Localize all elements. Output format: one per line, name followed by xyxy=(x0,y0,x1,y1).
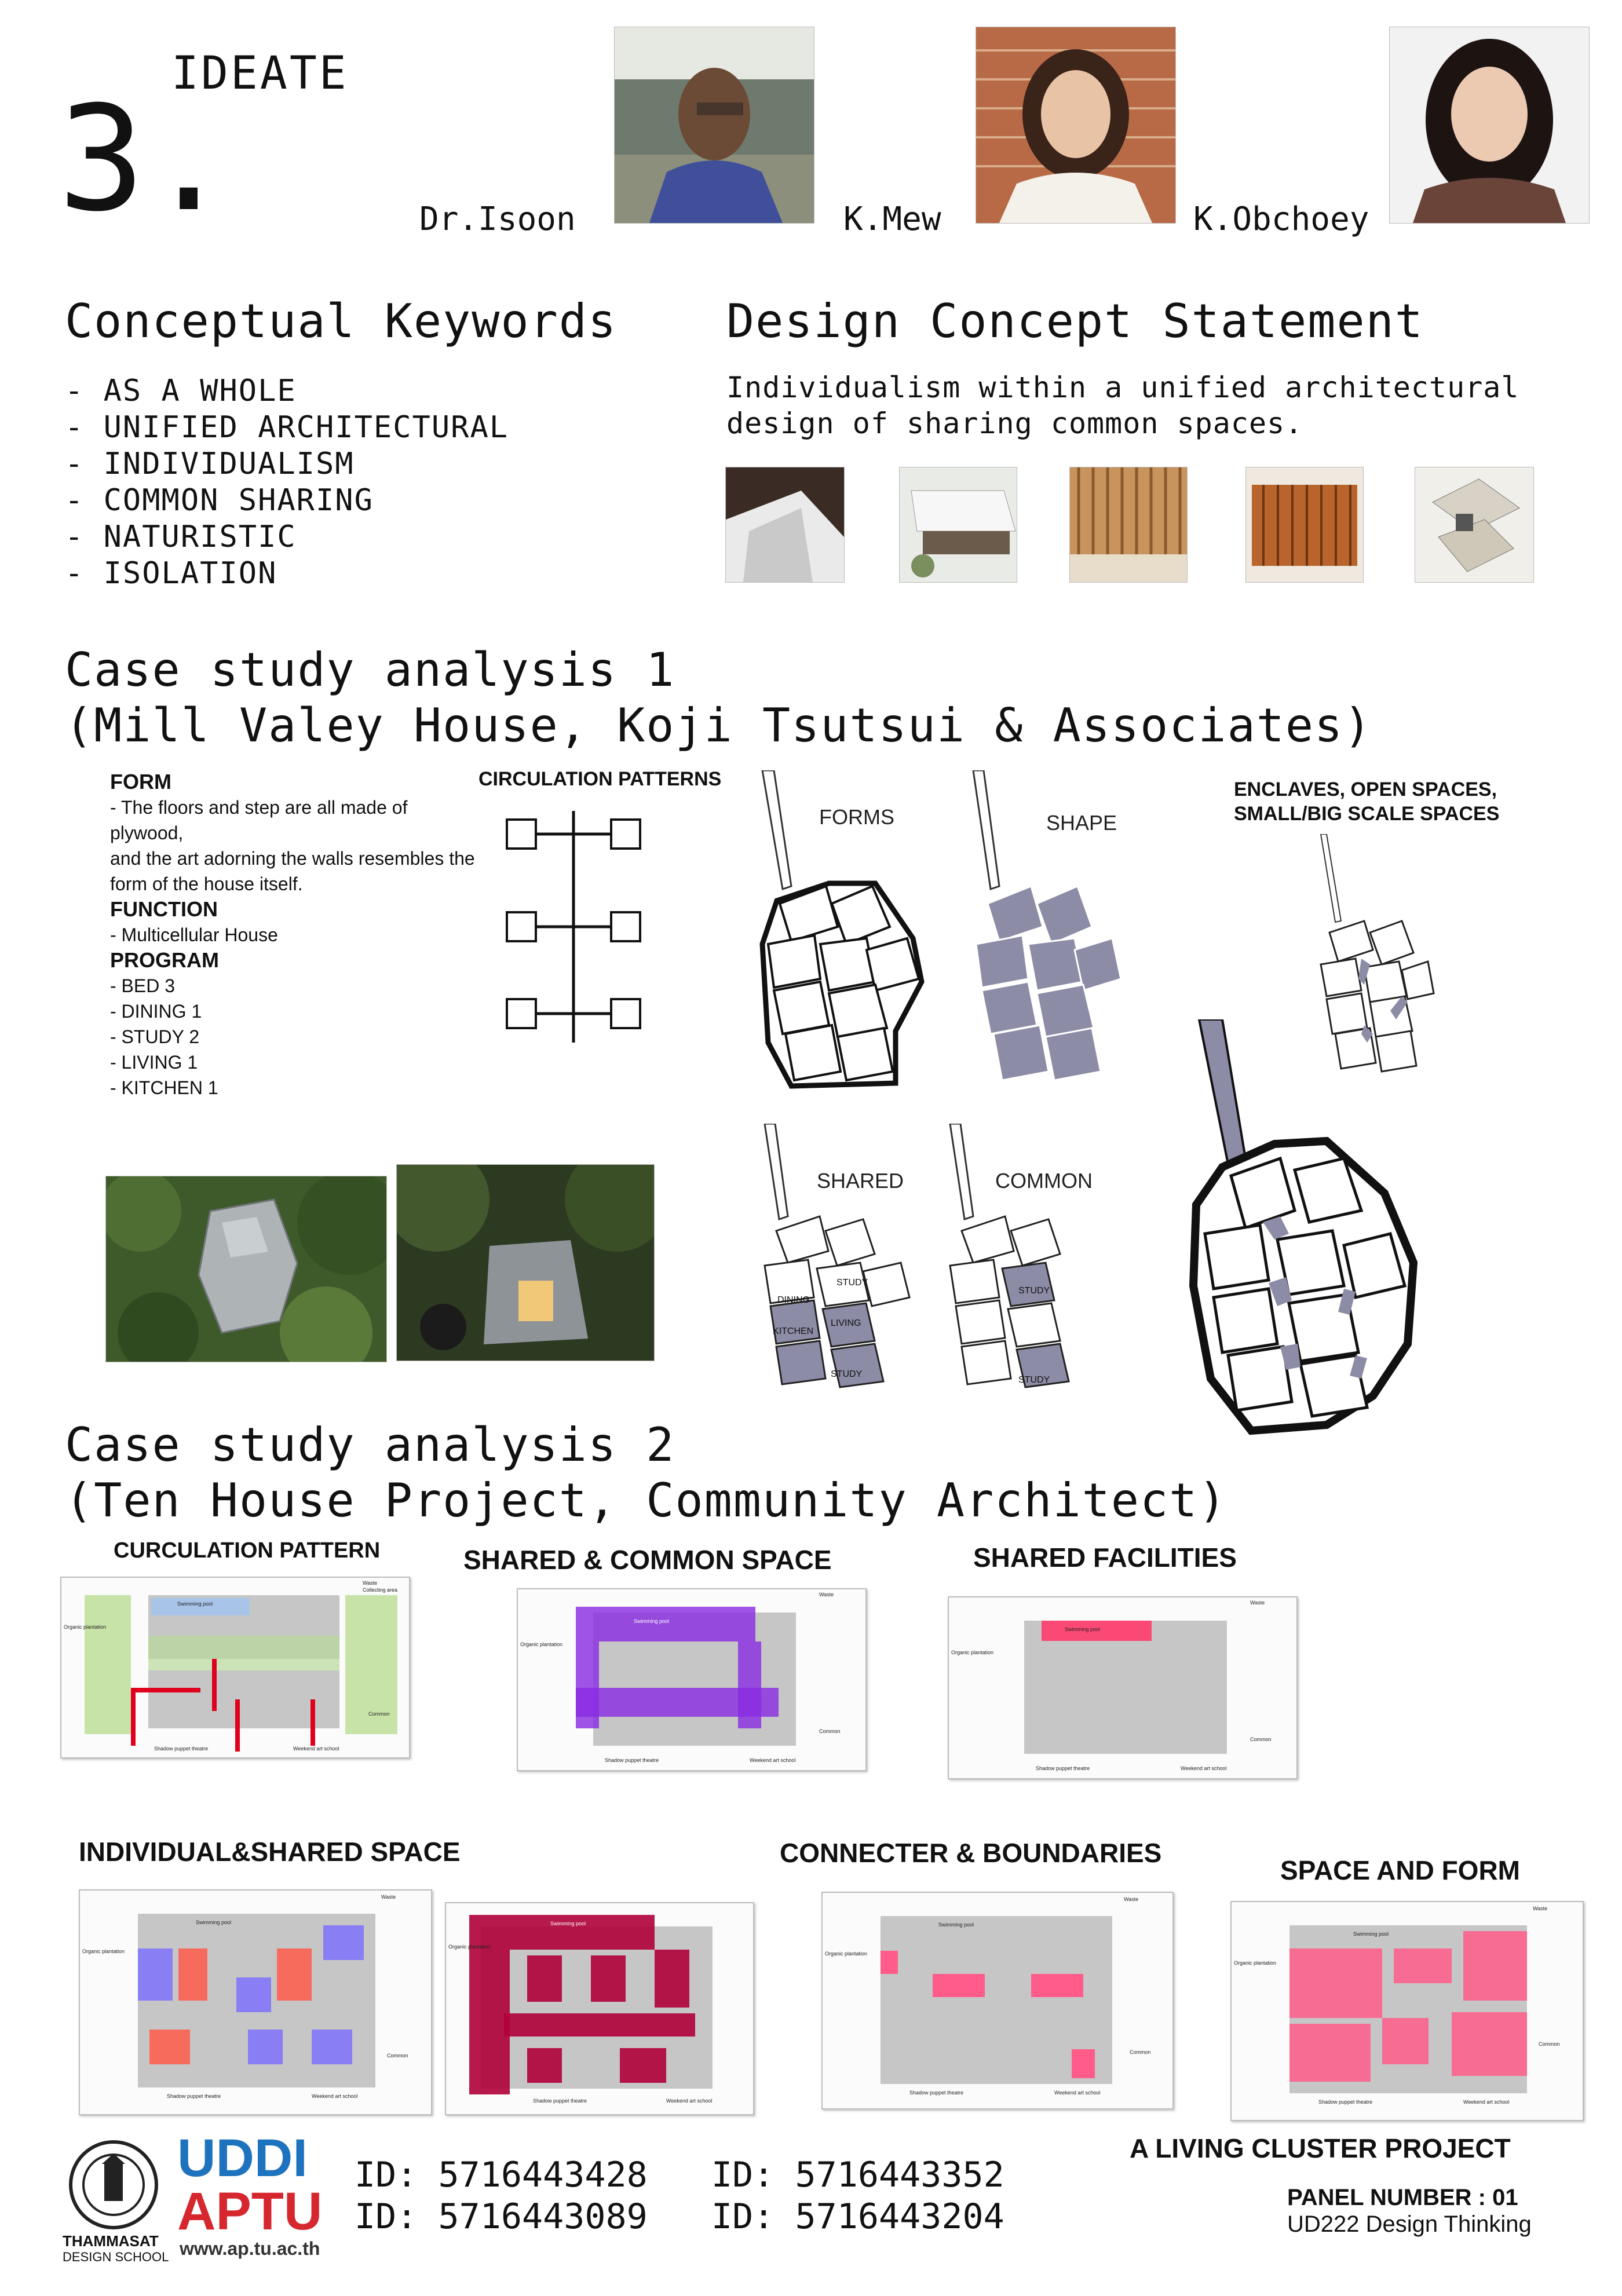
plan-label-common: Common xyxy=(1250,1736,1272,1742)
plan-label-weekend: Weekend art school xyxy=(750,1757,796,1763)
plan-label-organic: Organic plantation xyxy=(64,1624,107,1630)
plan-connecter xyxy=(821,1892,1174,2109)
plan-label-pool: Swimming pool xyxy=(1065,1626,1101,1632)
case2-title-line-1: Case study analysis 2 xyxy=(65,1418,675,1472)
concept-line-1: Individualism within a unified architectural xyxy=(726,371,1519,404)
form-text-2: and the art adorning the walls resembles the xyxy=(110,848,475,869)
program-list xyxy=(110,973,475,1101)
course-name: UD222 Design Thinking xyxy=(1287,2211,1532,2237)
keywords-list xyxy=(65,373,509,592)
plan-individual-shared-alt xyxy=(445,1902,754,2115)
aptu-logo-text: APTU xyxy=(177,2182,323,2241)
school-name: THAMMASAT xyxy=(63,2232,159,2250)
plan-title-shared-facilities: SHARED FACILITIES xyxy=(973,1542,1237,1573)
program-item: - BED 3 xyxy=(110,975,176,996)
section-label: IDEATE xyxy=(171,47,349,100)
plan-title-shared-common: SHARED & COMMON SPACE xyxy=(463,1545,832,1575)
concept-photo-3 xyxy=(1069,467,1188,583)
shared-label: SHARED xyxy=(817,1169,904,1193)
plan-label-shadow: Shadow puppet theatre xyxy=(1036,1765,1090,1771)
plan-label-pool: Swimming pool xyxy=(177,1601,213,1607)
plan-shared-facilities xyxy=(948,1596,1298,1779)
person-photo-dr-isoon xyxy=(614,27,814,224)
case2-title-line-2: (Ten House Project, Community Architect) xyxy=(65,1474,1228,1527)
thammasat-seal-icon xyxy=(67,2138,160,2243)
function-heading: FUNCTION xyxy=(110,897,218,921)
plan-label-common: Common xyxy=(1130,2049,1151,2055)
form-text-3: form of the house itself. xyxy=(110,873,303,894)
plan-shared-common xyxy=(517,1588,867,1771)
program-item: - KITCHEN 1 xyxy=(110,1077,218,1098)
shape-label: SHAPE xyxy=(1046,811,1117,835)
program-item: - STUDY 2 xyxy=(110,1026,200,1047)
plan-label-pool: Swimming pool xyxy=(196,1920,232,1925)
student-id-3: ID: 5716443089 xyxy=(355,2196,648,2237)
plan-label-weekend: Weekend art school xyxy=(1054,2090,1101,2096)
person-photo-k-obchoey xyxy=(1389,27,1590,224)
function-text: - Multicellular House xyxy=(110,924,278,945)
keyword-item: - NATURISTIC xyxy=(65,520,297,554)
plan-label-organic: Organic plantation xyxy=(951,1650,994,1655)
keyword-item: - INDIVIDUALISM xyxy=(65,447,355,481)
concept-photo-1 xyxy=(725,467,845,583)
person-photo-k-mew xyxy=(976,27,1176,224)
plan-label-pool: Swimming pool xyxy=(938,1922,974,1928)
enclaves-label-2: SMALL/BIG SCALE SPACES xyxy=(1234,803,1500,825)
room-label-study-3: STUDY xyxy=(1018,1286,1050,1296)
plan-label-weekend: Weekend art school xyxy=(293,1746,339,1752)
concept-photo-2 xyxy=(899,467,1017,583)
uddi-logo-text: UDDI xyxy=(177,2129,308,2188)
plan-label-weekend: Weekend art school xyxy=(1181,1765,1227,1771)
forms-diagram xyxy=(751,770,925,1095)
plan-title-connecter: CONNECTER & BOUNDARIES xyxy=(780,1838,1162,1868)
plan-title-circulation: CURCULATION PATTERN xyxy=(114,1538,381,1563)
plan-label-organic: Organic plantation xyxy=(825,1951,868,1957)
room-label-living: LIVING xyxy=(831,1318,861,1328)
plan-label-pool: Swimming pool xyxy=(550,1921,586,1926)
concept-photo-5 xyxy=(1415,467,1534,583)
keyword-item: - AS A WHOLE xyxy=(65,374,297,408)
enclaves-large-diagram xyxy=(1182,1019,1437,1436)
form-text-1: - The floors and step are all made of plywood, xyxy=(110,797,408,843)
plan-label-collecting: Collecting area xyxy=(363,1587,398,1593)
plan-label-waste: Waste xyxy=(363,1580,378,1586)
plan-label-weekend: Weekend art school xyxy=(666,2098,713,2104)
plan-title-individual-shared: INDIVIDUAL&SHARED SPACE xyxy=(79,1837,461,1867)
plan-label-waste: Waste xyxy=(1124,1896,1139,1902)
plan-label-organic: Organic plantation xyxy=(1234,1960,1277,1966)
keywords-title: Conceptual Keywords xyxy=(65,294,618,348)
project-title: A LIVING CLUSTER PROJECT xyxy=(1130,2133,1511,2163)
room-label-study-1: STUDY xyxy=(836,1278,868,1288)
room-label-kitchen: KITCHEN xyxy=(773,1326,814,1336)
circulation-patterns-label: CIRCULATION PATTERNS xyxy=(478,768,722,790)
circulation-pattern-diagram xyxy=(504,799,643,1048)
person-name-k-mew: K.Mew xyxy=(843,200,941,238)
program-heading: PROGRAM xyxy=(110,948,219,972)
plan-label-waste: Waste xyxy=(819,1592,834,1597)
plan-label-shadow: Shadow puppet theatre xyxy=(909,2090,964,2096)
person-name-dr-isoon: Dr.Isoon xyxy=(419,200,576,238)
shared-diagram xyxy=(753,1124,921,1396)
forms-label: FORMS xyxy=(819,805,894,829)
common-label: COMMON xyxy=(995,1169,1093,1193)
student-id-2: ID: 5716443352 xyxy=(711,2155,1004,2195)
person-name-k-obchoey: K.Obchoey xyxy=(1193,200,1369,238)
case1-title-line-1: Case study analysis 1 xyxy=(65,643,675,697)
section-number: 3. xyxy=(58,75,233,243)
plan-label-common: Common xyxy=(387,2053,408,2059)
room-label-study-2: STUDY xyxy=(831,1369,863,1379)
plan-label-common: Common xyxy=(368,1711,390,1717)
mill-valley-photo-aerial xyxy=(105,1176,387,1362)
plan-label-waste: Waste xyxy=(1250,1600,1265,1606)
case1-title-line-2: (Mill Valey House, Koji Tsutsui & Associates) xyxy=(65,699,1373,752)
plan-label-shadow: Shadow puppet theatre xyxy=(1318,2099,1373,2105)
room-label-dining: DINING xyxy=(777,1295,810,1305)
shape-diagram xyxy=(962,770,1124,1083)
plan-label-waste: Waste xyxy=(1533,1906,1548,1911)
common-diagram xyxy=(938,1124,1106,1396)
plan-label-organic: Organic plantation xyxy=(520,1641,563,1647)
form-heading: FORM xyxy=(110,770,171,794)
student-id-4: ID: 5716443204 xyxy=(711,2196,1004,2237)
case1-info xyxy=(110,769,475,1101)
enclaves-label-1: ENCLAVES, OPEN SPACES, xyxy=(1234,778,1497,800)
concept-photo-4 xyxy=(1245,467,1364,583)
website-text: www.ap.tu.ac.th xyxy=(180,2238,320,2259)
concept-title: Design Concept Statement xyxy=(726,294,1424,348)
plan-label-organic: Organic plantation xyxy=(82,1948,125,1954)
plan-circulation xyxy=(60,1577,410,1758)
plan-label-organic: Organic plantation xyxy=(448,1944,491,1950)
plan-label-shadow: Shadow puppet theatre xyxy=(605,1757,659,1763)
plan-label-weekend: Weekend art school xyxy=(1463,2099,1510,2105)
plan-label-pool: Swimming pool xyxy=(1353,1931,1389,1937)
plan-label-weekend: Weekend art school xyxy=(312,2093,358,2099)
program-item: - LIVING 1 xyxy=(110,1052,198,1073)
school-sub: DESIGN SCHOOL xyxy=(63,2250,169,2264)
panel-number: PANEL NUMBER : 01 xyxy=(1287,2185,1518,2210)
concept-line-2: design of sharing common spaces. xyxy=(726,407,1303,440)
plan-label-shadow: Shadow puppet theatre xyxy=(533,2098,587,2104)
plan-label-common: Common xyxy=(819,1728,841,1734)
plan-label-common: Common xyxy=(1539,2041,1560,2047)
plan-space-form xyxy=(1230,1901,1584,2121)
plan-individual-shared xyxy=(79,1889,432,2115)
keyword-item: - UNIFIED ARCHITECTURAL xyxy=(65,410,509,445)
program-item: - DINING 1 xyxy=(110,1001,202,1022)
plan-label-waste: Waste xyxy=(381,1894,396,1900)
student-id-1: ID: 5716443428 xyxy=(355,2155,648,2195)
keyword-item: - COMMON SHARING xyxy=(65,483,374,518)
plan-label-pool: Swimming pool xyxy=(634,1618,670,1624)
room-label-study-4: STUDY xyxy=(1018,1375,1050,1385)
plan-label-shadow: Shadow puppet theatre xyxy=(154,1746,209,1752)
plan-title-space-form: SPACE AND FORM xyxy=(1280,1855,1520,1885)
mill-valley-photo-dusk xyxy=(396,1164,655,1361)
keyword-item: - ISOLATION xyxy=(65,556,277,591)
plan-label-shadow: Shadow puppet theatre xyxy=(167,2093,221,2099)
